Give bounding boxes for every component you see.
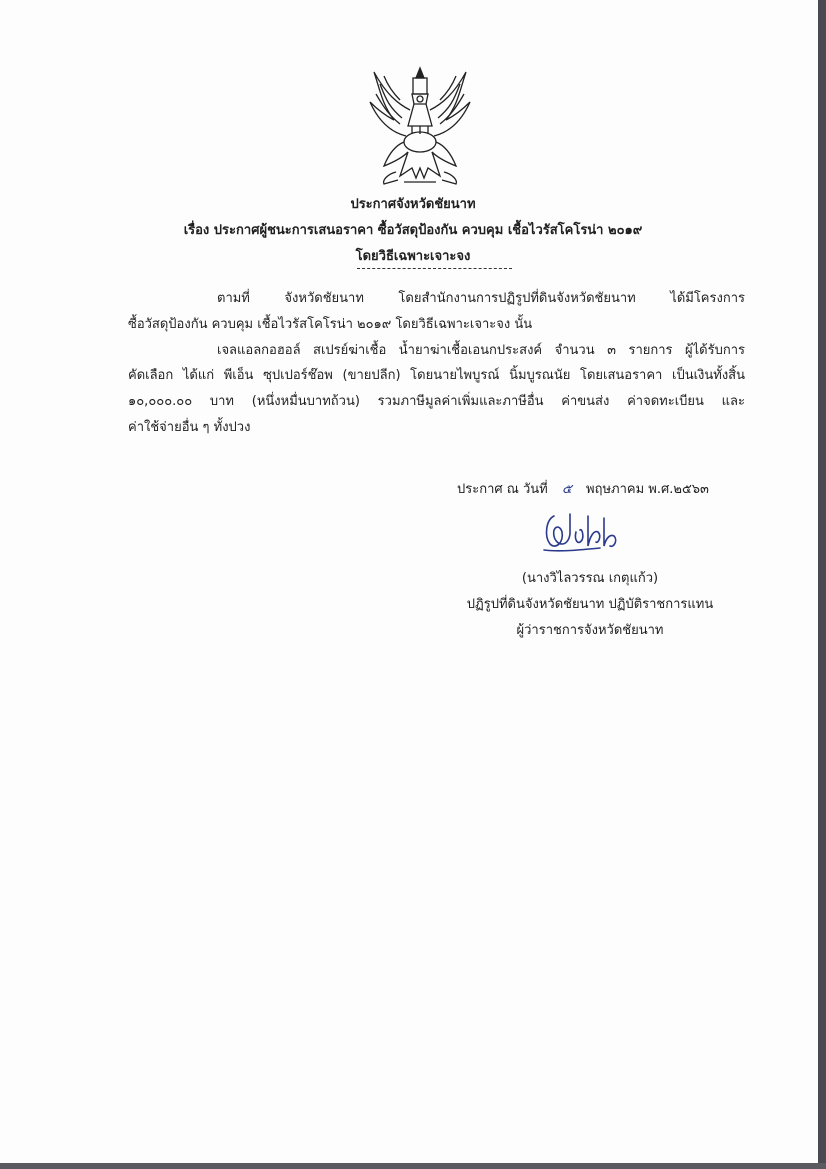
announcement-prefix: ประกาศ ณ วันที่ [457, 482, 548, 497]
document-title: ประกาศจังหวัดชัยนาท [350, 197, 476, 212]
garuda-emblem-icon [360, 64, 480, 188]
announcement-date [457, 481, 709, 499]
paragraph-2-line-2: คัดเลือก ได้แก่ พีเอ็น ซุปเปอร์ช๊อพ (ขายปลีก) โดยนายไพบูรณ์ นิ้มบูรณนัย โดยเสนอราคา เป็นเงินทั้งสิ้น [128, 368, 745, 383]
paragraph-2-line-4: ค่าใช้จ่ายอื่น ๆ ทั้งปวง [128, 420, 251, 435]
announcement-day: ๕ [561, 482, 572, 497]
paragraph-1-line-1: ตามที่ จังหวัดชัยนาท โดยสำนักงานการปฏิรูปที่ดินจังหวัดชัยนาท ได้มีโครงการ [217, 291, 745, 306]
procurement-method: โดยวิธีเฉพาะเจาะจง [355, 249, 471, 264]
header-separator [357, 268, 512, 269]
signature-icon [540, 506, 622, 554]
scan-edge-right [818, 0, 826, 1169]
document-subject: เรื่อง ประกาศผู้ชนะการเสนอราคา ซื้อวัสดุป้องกัน ควบคุม เชื้อไวรัสโคโรน่า ๒๐๑๙ [183, 223, 643, 238]
signatory-position-2: ผู้ว่าราชการจังหวัดชัยนาท [516, 623, 664, 638]
signatory-position-1: ปฏิรูปที่ดินจังหวัดชัยนาท ปฏิบัติราชการแทน [466, 597, 714, 612]
scan-edge-bottom [0, 1163, 826, 1169]
signatory-name: (นางวิไลวรรณ เกตุแก้ว) [521, 571, 659, 586]
paragraph-1-line-2: ซื้อวัสดุป้องกัน ควบคุม เชื้อไวรัสโคโรน่า ๒๐๑๙ โดยวิธีเฉพาะเจาะจง นั้น [128, 317, 533, 332]
paragraph-2-line-3: ๑๐,๐๐๐.๐๐ บาท (หนึ่งหมื่นบาทถ้วน) รวมภาษีมูลค่าเพิ่มและภาษีอื่น ค่าขนส่ง ค่าจดทะเบียน และ [128, 394, 745, 409]
announcement-month-year: พฤษภาคม พ.ศ.๒๕๖๓ [586, 482, 709, 497]
paragraph-2-line-1: เจลแอลกอฮอล์ สเปรย์ฆ่าเชื้อ น้ำยาฆ่าเชื้อเอนกประสงค์ จำนวน ๓ รายการ ผู้ได้รับการ [217, 343, 745, 358]
